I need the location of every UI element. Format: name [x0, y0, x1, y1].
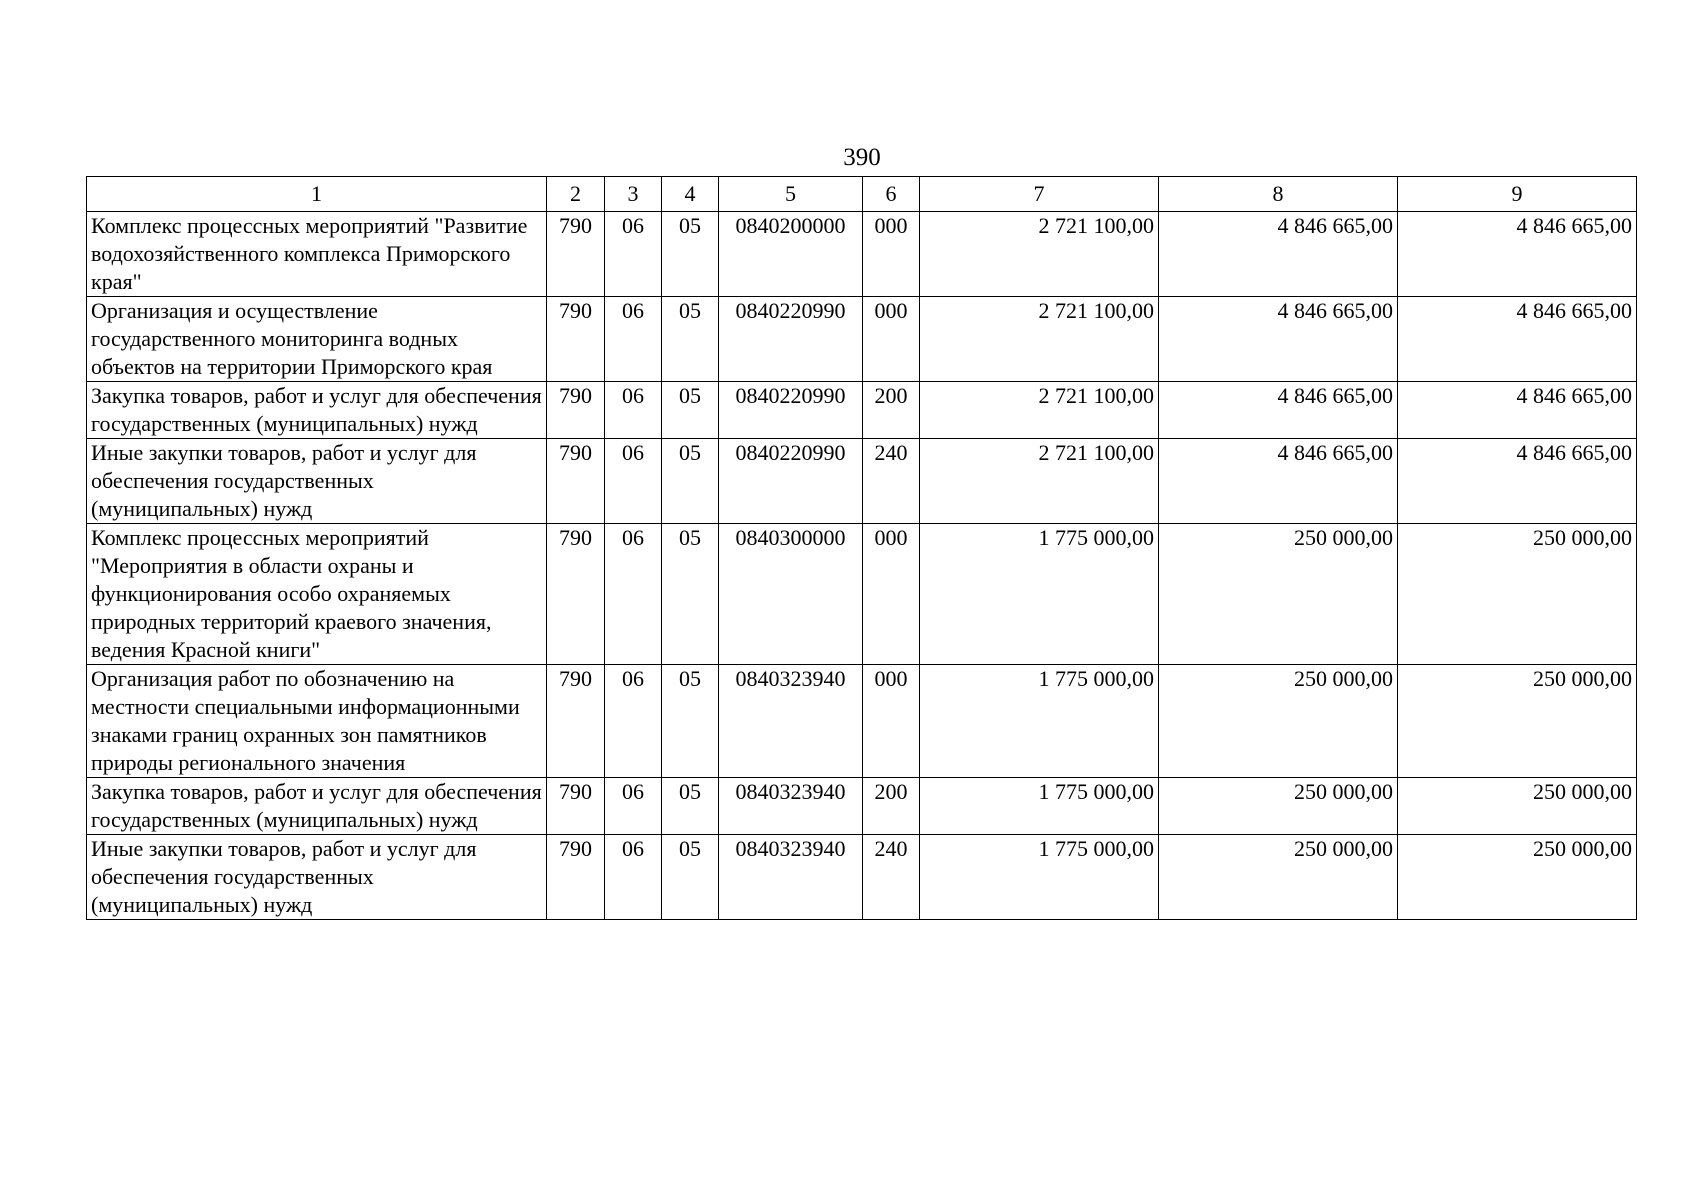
- table-header-row: [87, 177, 1637, 212]
- amount-col-9: 250 000,00: [1398, 778, 1637, 835]
- row-description: Комплекс процессных мероприятий "Мероприятия в области охраны и функционирования особо охраняемых природных территорий краевого значения, ведения Красной книги": [87, 524, 547, 665]
- column-header-4: 4: [662, 177, 719, 212]
- amount-col-7: 2 721 100,00: [920, 382, 1159, 439]
- section-code: 06: [605, 382, 662, 439]
- ministry-code: 790: [547, 297, 605, 382]
- section-code: 06: [605, 439, 662, 524]
- expense-type-code: 240: [863, 835, 920, 920]
- target-article-code: 0840323940: [719, 778, 863, 835]
- table-row: [87, 835, 1637, 920]
- target-article-code: 0840323940: [719, 665, 863, 778]
- section-code: 06: [605, 297, 662, 382]
- row-description: Организация работ по обозначению на местности специальными информационными знаками границ охранных зон памятников природы регионального значения: [87, 665, 547, 778]
- target-article-code: 0840220990: [719, 297, 863, 382]
- amount-col-9: 4 846 665,00: [1398, 212, 1637, 297]
- subsection-code: 05: [662, 778, 719, 835]
- ministry-code: 790: [547, 524, 605, 665]
- row-description: Закупка товаров, работ и услуг для обеспечения государственных (муниципальных) нужд: [87, 778, 547, 835]
- subsection-code: 05: [662, 439, 719, 524]
- section-code: 06: [605, 212, 662, 297]
- table-row: [87, 297, 1637, 382]
- target-article-code: 0840200000: [719, 212, 863, 297]
- subsection-code: 05: [662, 297, 719, 382]
- column-header-8: 8: [1159, 177, 1398, 212]
- column-header-6: 6: [863, 177, 920, 212]
- table-row: [87, 665, 1637, 778]
- ministry-code: 790: [547, 382, 605, 439]
- column-header-2: 2: [547, 177, 605, 212]
- expense-type-code: 000: [863, 665, 920, 778]
- column-header-9: 9: [1398, 177, 1637, 212]
- amount-col-9: 4 846 665,00: [1398, 439, 1637, 524]
- amount-col-9: 250 000,00: [1398, 665, 1637, 778]
- row-description: Закупка товаров, работ и услуг для обеспечения государственных (муниципальных) нужд: [87, 382, 547, 439]
- target-article-code: 0840220990: [719, 382, 863, 439]
- amount-col-8: 4 846 665,00: [1159, 439, 1398, 524]
- amount-col-8: 250 000,00: [1159, 778, 1398, 835]
- row-description: Комплекс процессных мероприятий "Развитие водохозяйственного комплекса Приморского края": [87, 212, 547, 297]
- section-code: 06: [605, 778, 662, 835]
- subsection-code: 05: [662, 212, 719, 297]
- column-header-7: 7: [920, 177, 1159, 212]
- table-body: [87, 177, 1637, 920]
- amount-col-7: 1 775 000,00: [920, 665, 1159, 778]
- expense-type-code: 240: [863, 439, 920, 524]
- target-article-code: 0840220990: [719, 439, 863, 524]
- target-article-code: 0840323940: [719, 835, 863, 920]
- amount-col-9: 4 846 665,00: [1398, 297, 1637, 382]
- amount-col-7: 2 721 100,00: [920, 439, 1159, 524]
- section-code: 06: [605, 665, 662, 778]
- table-row: [87, 212, 1637, 297]
- amount-col-7: 2 721 100,00: [920, 297, 1159, 382]
- target-article-code: 0840300000: [719, 524, 863, 665]
- ministry-code: 790: [547, 439, 605, 524]
- expense-type-code: 000: [863, 297, 920, 382]
- section-code: 06: [605, 524, 662, 665]
- amount-col-8: 250 000,00: [1159, 524, 1398, 665]
- amount-col-8: 4 846 665,00: [1159, 212, 1398, 297]
- ministry-code: 790: [547, 778, 605, 835]
- amount-col-7: 1 775 000,00: [920, 524, 1159, 665]
- table-row: [87, 382, 1637, 439]
- amount-col-7: 1 775 000,00: [920, 778, 1159, 835]
- column-header-5: 5: [719, 177, 863, 212]
- row-description: Иные закупки товаров, работ и услуг для обеспечения государственных (муниципальных) нужд: [87, 439, 547, 524]
- ministry-code: 790: [547, 212, 605, 297]
- budget-table: [86, 176, 1637, 920]
- subsection-code: 05: [662, 524, 719, 665]
- amount-col-9: 4 846 665,00: [1398, 382, 1637, 439]
- amount-col-7: 2 721 100,00: [920, 212, 1159, 297]
- subsection-code: 05: [662, 835, 719, 920]
- amount-col-7: 1 775 000,00: [920, 835, 1159, 920]
- amount-col-9: 250 000,00: [1398, 835, 1637, 920]
- page-number: 390: [843, 144, 881, 171]
- row-description: Иные закупки товаров, работ и услуг для обеспечения государственных (муниципальных) нужд: [87, 835, 547, 920]
- column-header-3: 3: [605, 177, 662, 212]
- row-description: Организация и осуществление государственного мониторинга водных объектов на территории Приморского края: [87, 297, 547, 382]
- table-row: [87, 778, 1637, 835]
- ministry-code: 790: [547, 835, 605, 920]
- amount-col-8: 4 846 665,00: [1159, 297, 1398, 382]
- expense-type-code: 200: [863, 382, 920, 439]
- subsection-code: 05: [662, 665, 719, 778]
- amount-col-8: 250 000,00: [1159, 665, 1398, 778]
- expense-type-code: 200: [863, 778, 920, 835]
- table-row: [87, 439, 1637, 524]
- column-header-1: 1: [87, 177, 547, 212]
- amount-col-8: 4 846 665,00: [1159, 382, 1398, 439]
- subsection-code: 05: [662, 382, 719, 439]
- expense-type-code: 000: [863, 524, 920, 665]
- amount-col-9: 250 000,00: [1398, 524, 1637, 665]
- table-row: [87, 524, 1637, 665]
- amount-col-8: 250 000,00: [1159, 835, 1398, 920]
- ministry-code: 790: [547, 665, 605, 778]
- section-code: 06: [605, 835, 662, 920]
- expense-type-code: 000: [863, 212, 920, 297]
